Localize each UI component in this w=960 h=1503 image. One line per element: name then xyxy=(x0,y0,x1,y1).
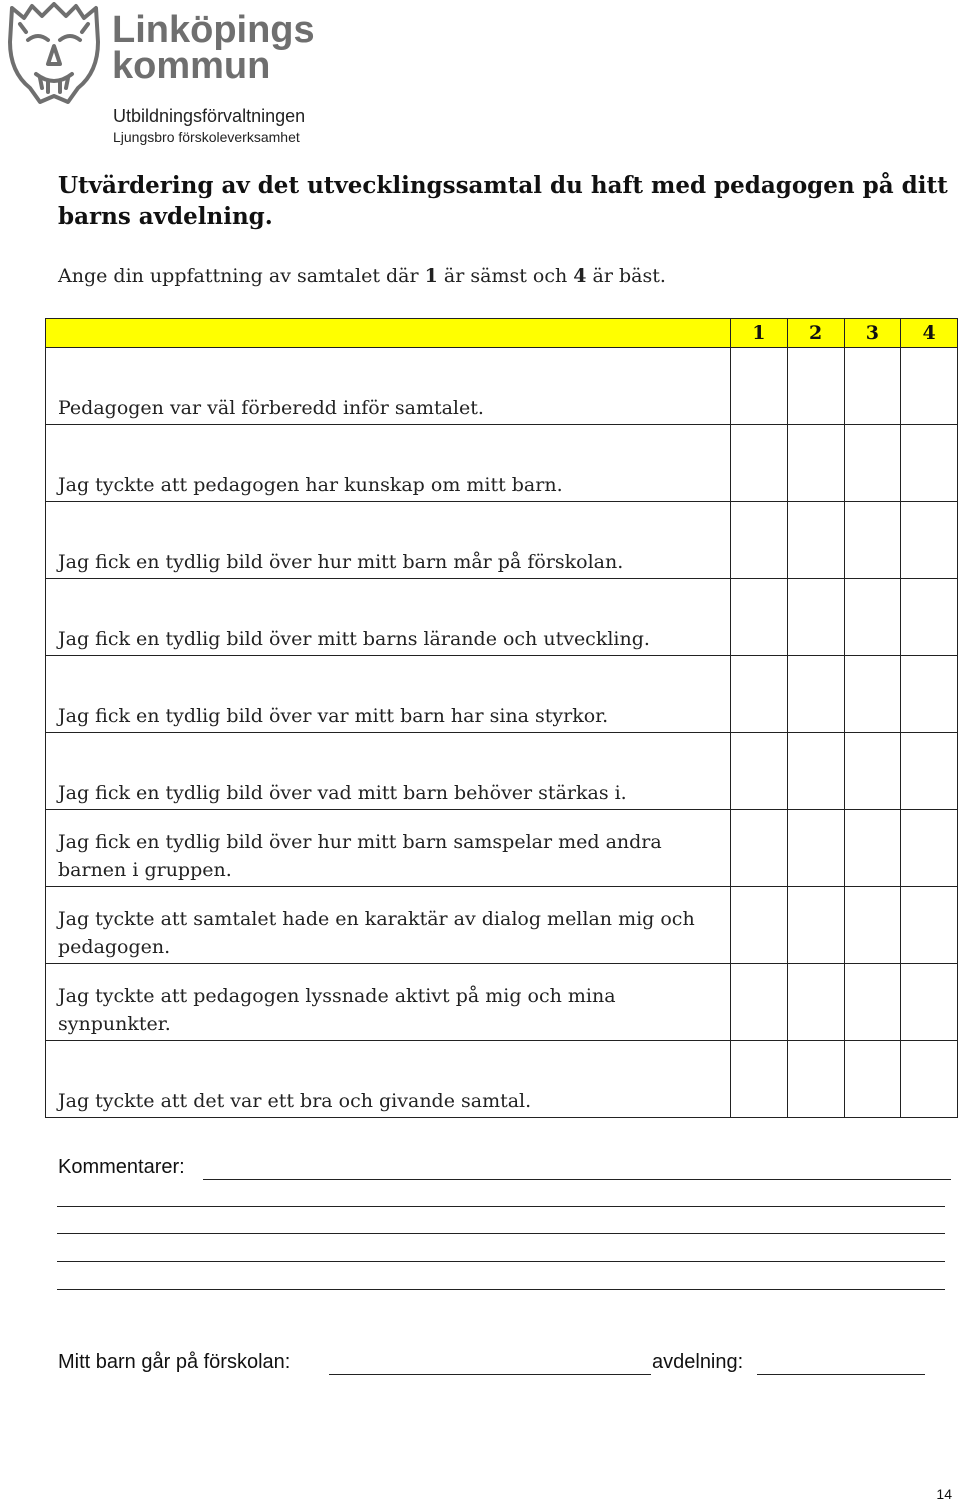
rating-box-3[interactable] xyxy=(844,964,901,1041)
rating-box-4[interactable] xyxy=(901,1041,958,1118)
comment-line[interactable] xyxy=(57,1261,945,1262)
rating-box-3[interactable] xyxy=(844,656,901,733)
org-name-line1: Linköpings xyxy=(112,9,315,51)
statement-text: Jag tyckte att det var ett bra och givande samtal. xyxy=(46,1041,731,1118)
statement-row xyxy=(46,348,958,425)
statement-row xyxy=(46,964,958,1041)
comment-line[interactable] xyxy=(57,1233,945,1234)
rating-header-row xyxy=(46,319,958,348)
rating-box-4[interactable] xyxy=(901,579,958,656)
comment-line[interactable] xyxy=(57,1206,945,1207)
rating-box-3[interactable] xyxy=(844,425,901,502)
rating-box-2[interactable] xyxy=(787,733,844,810)
rating-instructions xyxy=(58,262,666,290)
comment-line[interactable] xyxy=(203,1179,951,1180)
intro-text-before: Ange din uppfattning av samtalet där xyxy=(58,265,425,287)
intro-worst-value: 1 xyxy=(424,265,438,287)
rating-box-2[interactable] xyxy=(787,887,844,964)
intro-text-after: är bäst. xyxy=(586,265,666,287)
rating-box-2[interactable] xyxy=(787,656,844,733)
statement-text: Jag fick en tydlig bild över mitt barns lärande och utveckling. xyxy=(46,579,731,656)
statement-row xyxy=(46,887,958,964)
rating-box-1[interactable] xyxy=(731,733,788,810)
rating-header-4: 4 xyxy=(901,319,958,348)
rating-box-1[interactable] xyxy=(731,425,788,502)
statement-row xyxy=(46,656,958,733)
statement-row xyxy=(46,579,958,656)
org-name-line2: kommun xyxy=(112,45,271,87)
rating-box-2[interactable] xyxy=(787,810,844,887)
rating-box-4[interactable] xyxy=(901,656,958,733)
document-title: Utvärdering av det utvecklingssamtal du haft med pedagogen på ditt barns avdelning. xyxy=(58,172,948,230)
rating-box-3[interactable] xyxy=(844,502,901,579)
rating-box-1[interactable] xyxy=(731,502,788,579)
rating-box-1[interactable] xyxy=(731,656,788,733)
rating-box-1[interactable] xyxy=(731,348,788,425)
department-name: Utbildningsförvaltningen xyxy=(113,106,306,126)
statement-row xyxy=(46,425,958,502)
unit-name: Ljungsbro förskoleverksamhet xyxy=(113,129,300,145)
lion-emblem-icon xyxy=(2,2,106,106)
preschool-field-line[interactable] xyxy=(329,1374,651,1375)
rating-header-2: 2 xyxy=(787,319,844,348)
statement-header-cell xyxy=(46,319,731,348)
rating-box-4[interactable] xyxy=(901,348,958,425)
rating-box-4[interactable] xyxy=(901,425,958,502)
rating-box-4[interactable] xyxy=(901,964,958,1041)
org-name xyxy=(112,9,315,87)
rating-header-3: 3 xyxy=(844,319,901,348)
statement-text: Jag fick en tydlig bild över hur mitt barn mår på förskolan. xyxy=(46,502,731,579)
rating-box-1[interactable] xyxy=(731,887,788,964)
rating-box-2[interactable] xyxy=(787,1041,844,1118)
rating-box-3[interactable] xyxy=(844,1041,901,1118)
intro-best-value: 4 xyxy=(573,265,587,287)
statement-text: Jag fick en tydlig bild över var mitt barn har sina styrkor. xyxy=(46,656,731,733)
rating-box-1[interactable] xyxy=(731,964,788,1041)
statement-text: Jag tyckte att pedagogen lyssnade aktivt på mig och mina synpunkter. xyxy=(46,964,731,1041)
statement-text: Jag fick en tydlig bild över hur mitt barn samspelar med andra barnen i gruppen. xyxy=(46,810,731,887)
rating-box-4[interactable] xyxy=(901,887,958,964)
rating-rows xyxy=(46,348,958,1118)
rating-box-2[interactable] xyxy=(787,502,844,579)
rating-box-4[interactable] xyxy=(901,810,958,887)
rating-box-1[interactable] xyxy=(731,579,788,656)
statement-text: Jag fick en tydlig bild över vad mitt barn behöver stärkas i. xyxy=(46,733,731,810)
comments-label: Kommentarer: xyxy=(58,1156,185,1178)
rating-table xyxy=(45,318,958,1118)
rating-box-4[interactable] xyxy=(901,502,958,579)
statement-row xyxy=(46,733,958,810)
rating-header-1: 1 xyxy=(731,319,788,348)
statement-row xyxy=(46,502,958,579)
rating-box-1[interactable] xyxy=(731,1041,788,1118)
statement-row xyxy=(46,1041,958,1118)
rating-box-1[interactable] xyxy=(731,810,788,887)
unit-label: avdelning: xyxy=(652,1351,744,1373)
rating-box-3[interactable] xyxy=(844,733,901,810)
rating-box-2[interactable] xyxy=(787,425,844,502)
page-number: 14 xyxy=(936,1486,952,1502)
comment-line[interactable] xyxy=(57,1289,945,1290)
statement-text: Jag tyckte att samtalet hade en karaktär av dialog mellan mig och pedagogen. xyxy=(46,887,731,964)
statement-text: Jag tyckte att pedagogen har kunskap om mitt barn. xyxy=(46,425,731,502)
unit-field-line[interactable] xyxy=(757,1374,925,1375)
rating-box-4[interactable] xyxy=(901,733,958,810)
rating-box-2[interactable] xyxy=(787,964,844,1041)
rating-box-2[interactable] xyxy=(787,348,844,425)
rating-box-3[interactable] xyxy=(844,348,901,425)
rating-box-2[interactable] xyxy=(787,579,844,656)
rating-box-3[interactable] xyxy=(844,887,901,964)
rating-box-3[interactable] xyxy=(844,810,901,887)
statement-row xyxy=(46,810,958,887)
statement-text: Pedagogen var väl förberedd inför samtalet. xyxy=(46,348,731,425)
rating-box-3[interactable] xyxy=(844,579,901,656)
preschool-label: Mitt barn går på förskolan: xyxy=(58,1351,291,1373)
intro-text-middle: är sämst och xyxy=(437,265,574,287)
